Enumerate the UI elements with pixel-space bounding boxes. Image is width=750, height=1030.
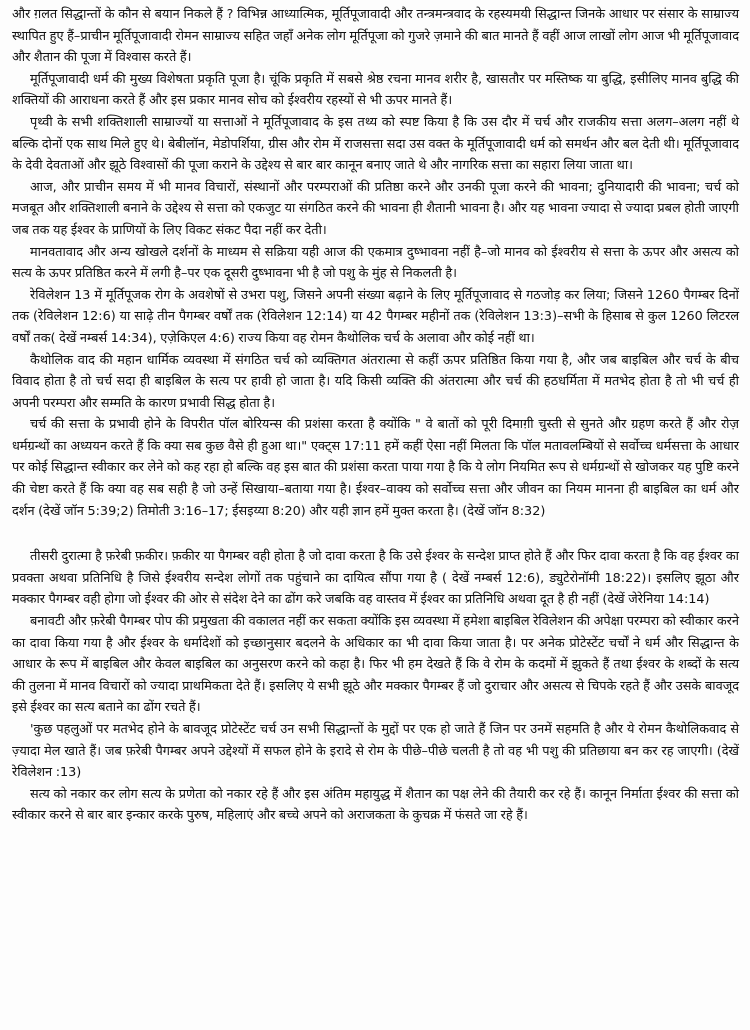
paragraph: मूर्तिपूजावादी धर्म की मुख्य विशेषता प्रकृति पूजा है। चूंकि प्रकृति में सबसे श्रेष्ठ रचना मानव शरीर है, खासतौर पर मस्तिष्क या बुद्धि, इसीलिए मानव बुद्धि की शक्तियों की आराधना करते हैं और इस प्रकार मानव सोच को ईश्वरीय रहस्यों से भी ऊपर मानते हैं। bbox=[12, 71, 739, 109]
paragraph: सत्य को नकार कर लोग सत्य के प्रणेता को नकार रहे हैं और इस अंतिम महायुद्ध में शैतान का पक्ष लेने की तैयारी कर रहे हैं। कानून निर्माता ईश्वर की सत्ता को स्वीकार करने से बार बार इन्कार करके पुरुष, महिलाएं और बच्चे अपने को अराजकता के कुचक्र में फंसते जा रहे हैं। bbox=[12, 786, 739, 824]
paragraph: आज, और प्राचीन समय में भी मानव विचारों, संस्थानों और परम्पराओं की प्रतिष्ठा करने और उनकी पूजा करने की भावना; दुनियादारी की भावना; चर्च को मजबूत और शक्तिशाली बनाने के उद्देश्य से सत्ता को एकजुट या संगठित करने की भावना ही शैतानी भावना है। और यह भावना ज्यादा से ज्यादा प्रबल होती जाएगी जब तक यह ईश्वर के प्राणियों के लिए विकट संकट पैदा नहीं कर देती। bbox=[12, 179, 739, 238]
paragraph: 'कुछ पहलुओं पर मतभेद होने के बावजूद प्रोटेस्टेंट चर्च उन सभी सिद्धान्तों के मुद्दों पर एक हो जाते हैं जिन पर उनमें सहमति है और ये रोमन कैथोलिकवाद से ज़्यादा मेल खाते हैं। जब फ़रेबी पैगम्बर अपने उद्देश्यों में सफल होने के इरादे से रोम के पीछे–पीछे चलती है तो वह भी पशु की प्रतिछाया बन कर रह जाएगी। (देखें रेविलेशन :13) bbox=[12, 722, 739, 781]
document-body bbox=[12, 4, 739, 827]
paragraph: और ग़लत सिद्धान्तों के कौन से बयान निकले हैं ? विभिन्न आध्यात्मिक, मूर्तिपूजावादी और तन्त्रमन्त्रवाद के रहस्यमयी सिद्धान्त जिनके आधार पर संसार के साम्राज्य स्थापित हुए हैं–प्राचीन मूर्तिपूजावादी रोमन साम्राज्य सहित जहाँ अनेक लोग मूर्तिपूजा को गुजरे ज़माने की बात मानते हैं वहीं आज लाखों लोग आज भी मूर्तिपूजावाद और शैतान की पूजा में विश्वास करते हैं। bbox=[12, 7, 740, 66]
paragraph: पृथ्वी के सभी शक्तिशाली साम्राज्यों या सत्ताओं ने मूर्तिपूजावाद के इस तथ्य को स्पष्ट किया है कि उस दौर में चर्च और राजकीय सत्ता अलग–अलग नहीं थे बल्कि दोनों एक साथ मिले हुए थे। बेबीलॉन, मेडोपर्शिया, ग्रीस और रोम में राजसत्ता सदा उस वक्त के मूर्तिपूजावादी धर्म को समर्थन और बल देती थी। मूर्तिपूजावाद के देवी देवताओं और झूठे विश्वासों की पूजा कराने के उद्देश्य से बार बार कानून बनाए जाते थे और नागरिक सत्ता का सहारा लिया जाता था। bbox=[12, 114, 739, 174]
paragraph: चर्च की सत्ता के प्रभावी होने के विपरीत पॉल बोरियन्स की प्रशंसा करता है क्योंकि " वे बातों को पूरी दिमाग़ी चुस्ती से सुनते और ग्रहण करते हैं और रोज़ धर्मग्रन्थों का अध्ययन करते हैं कि क्या सब कुछ वैसे ही हुआ था।" एक्ट्स 17:11 हमें कहीं ऐसा नहीं मिलता कि पॉल मतावलम्बियों से सर्वोच्च धर्मसत्ता के आधार पर कोई सिद्धान्त स्वीकार कर लेने को कह रहा हो बल्कि वह इस बात की प्रशंसा करता पाया गया है कि ये लोग नियमित रूप से धर्मग्रन्थों से खोजकर यह पुष्टि करने की चेष्टा करते हैं कि क्या वह सब सही है जो उन्हें सिखाया–बताया गया है। ईश्वर–वाक्य को सर्वोच्च सत्ता और जीवन का नियम मानना ही बाइबिल का धर्म और दर्शन (देखें जॉन 5:39;2) तिमोती 3:16–17; ईसइय्या 8:20) और यही ज्ञान हमें मुक्त करता है। (देखें जॉन 8:32) bbox=[12, 417, 739, 519]
paragraph: मानवतावाद और अन्य खोखले दर्शनों के माध्यम से सक्रिया यही आज की एकमात्र दुष्भावना नहीं है–जो मानव को ईश्वरीय से सत्ता के ऊपर और असत्य को सत्य के ऊपर प्रतिष्ठित करने में लगी है–पर एक दूसरी दुष्भावना भी है जो पशु के मुंह से निकलती है। bbox=[12, 244, 739, 282]
paragraph: कैथोलिक वाद की महान धार्मिक व्यवस्था में संगठित चर्च को व्यक्तिगत अंतरात्मा से कहीं ऊपर प्रतिष्ठित किया गया है, और जब बाइबिल और चर्च के बीच विवाद होता है तो चर्च सदा ही बाइबिल के सत्य पर हावी हो जाता है। यदि किसी व्यक्ति की अंतरात्मा और चर्च की हठधर्मिता में मतभेद होता है तो भी चर्च ही अपनी परम्परा और सम्मति के कारण प्रभावी सिद्ध होता है। bbox=[12, 352, 739, 411]
section-divider bbox=[12, 522, 739, 546]
paragraph: बनावटी और फ़रेबी पैगम्बर पोप की प्रमुखता की वकालत नहीं कर सकता क्योंकि इस व्यवस्था में हमेशा बाइबिल रेविलेशन की अपेक्षा परम्परा को स्वीकार करने का दावा किया गया है और ईश्वर के धर्मादेशों को इच्छानुसार बदलने के अधिकार का भी दावा किया जाता है। पर अनेक प्रोटेस्टेंट चर्चों ने धर्म और सिद्धान्त के आधार के रूप में बाइबिल और केवल बाइबिल का अनुसरण करने को कहा है। फिर भी हम देखते हैं कि वे रोम के कदमों में झुकते हैं तथा ईश्वर के शब्दों के सत्य की तुलना में मानव विचारों को ज्यादा प्राथमिकता देते हैं। इसलिए ये सभी झूठे और मक्कार पैगम्बर हैं जो दुराचार और असत्य से चिपके रहते हैं और उसके बावजूद इसे ईश्वर का सत्य बताने का ढोंग रचते हैं। bbox=[12, 614, 739, 716]
paragraph: रेविलेशन 13 में मूर्तिपूजक रोग के अवशेषों से उभरा पशु, जिसने अपनी संख्या बढ़ाने के लिए मूर्तिपूजावाद से गठजोड़ कर लिया; जिसने 1260 पैगम्बर दिनों तक (रेविलेशन 12:6) या साढ़े तीन पैगम्बर वर्षों तक (रेविलेशन 12:14) या 42 पैगम्बर महीनों तक (रेविलेशन 13:3)–सभी के हिसाब से कुल 1260 लिटरल वर्षों तक( देखें नम्बर्स 14:34), एज़ेकिएल 4:6) राज्य किया वह रोमन कैथोलिक चर्च के अलावा और कोई नहीं था। bbox=[12, 287, 739, 346]
paragraph: तीसरी दुरात्मा है फ़रेबी फ़कीर। फ़कीर या पैगम्बर वही होता है जो दावा करता है कि उसे ईश्वर के सन्देश प्राप्त होते हैं और फिर दावा करता है कि वह ईश्वर का प्रवक्ता अथवा प्रतिनिधि है जिसे ईश्वरीय सन्देश लोगों तक पहुंचाने का दायित्व सौंपा गया है ( देखें नम्बर्स 12:6), ड्युटेरोनॉमी 18:22)। इसलिए झूठा और मक्कार पैगम्बर वही होगा जो ईश्वर की ओर से संदेश देने का ढोंग करे जबकि वह वास्तव में ईश्वर का प्रतिनिधि अथवा दूत है ही नहीं (देखें जेरेनिया 14:14) bbox=[12, 549, 739, 608]
